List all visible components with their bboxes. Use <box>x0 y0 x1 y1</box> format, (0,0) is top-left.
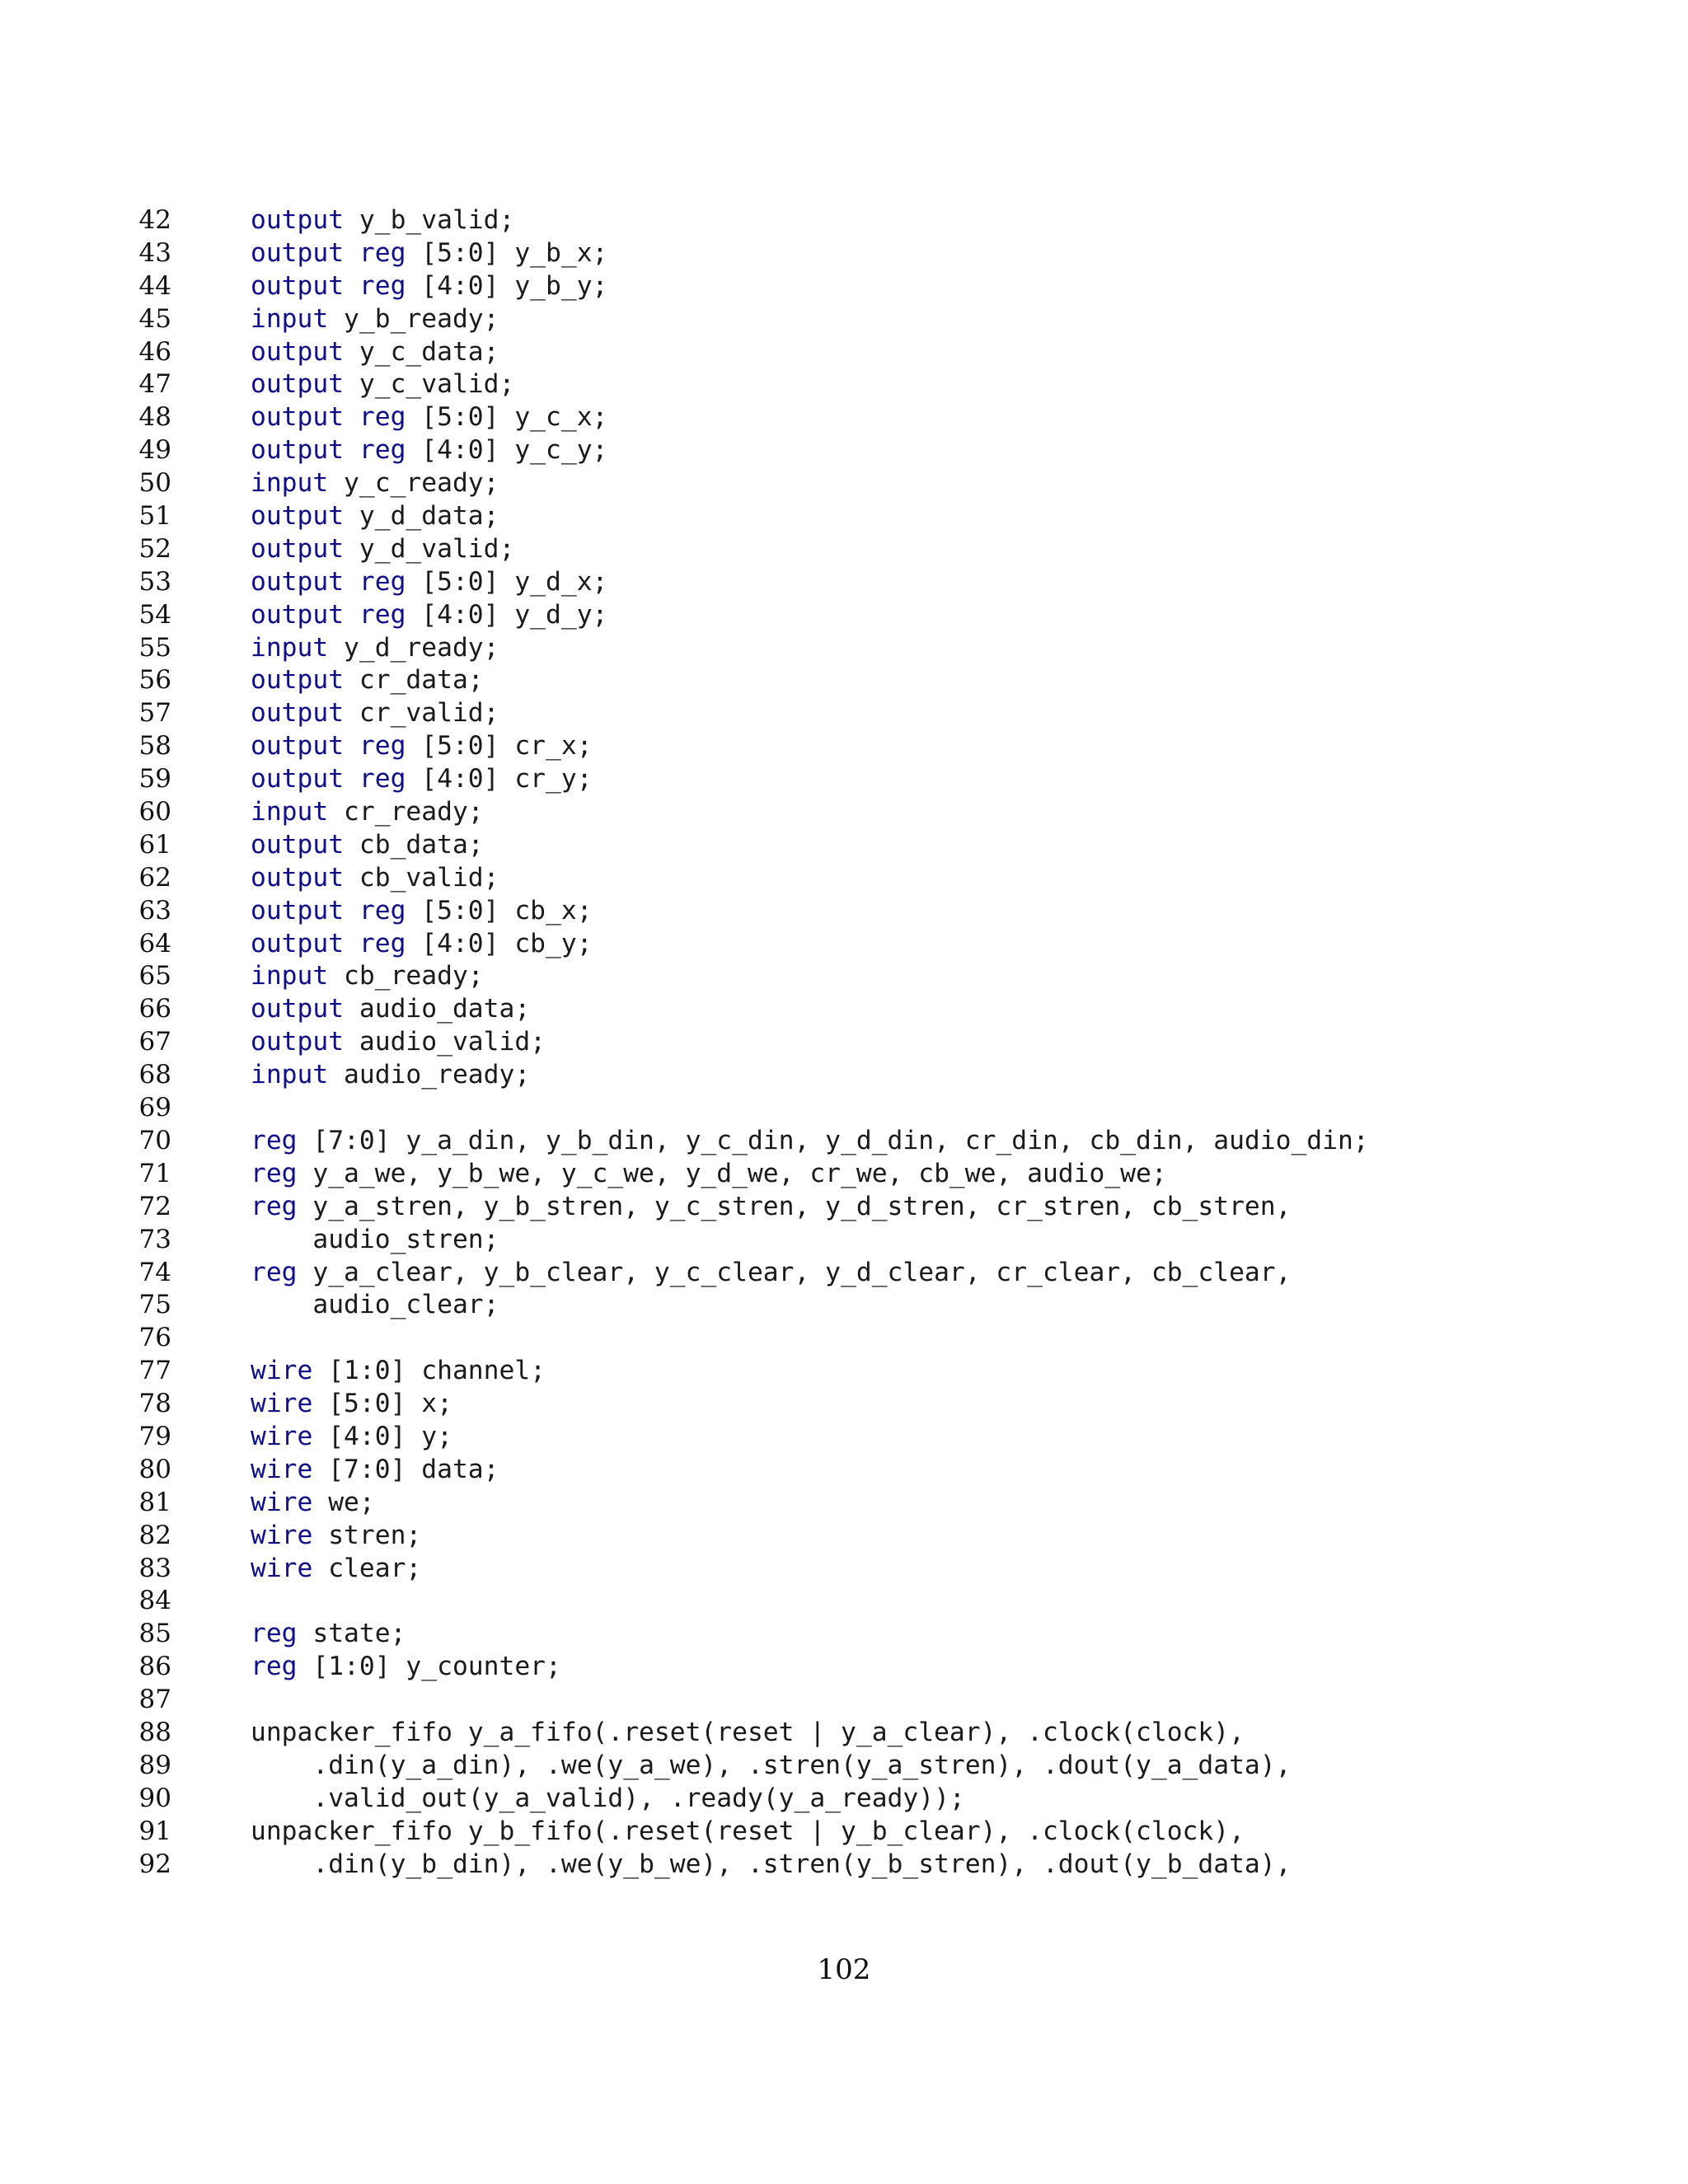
code-indent <box>251 1750 312 1780</box>
code-line <box>0 1355 1688 1388</box>
code-text <box>251 697 499 730</box>
code-indent <box>251 1290 312 1319</box>
code-text <box>251 1355 546 1388</box>
code-keyword: output <box>251 369 345 400</box>
code-line <box>0 1026 1688 1059</box>
code-line <box>0 1158 1688 1191</box>
code-text <box>251 829 484 862</box>
code-keyword: output <box>251 533 345 564</box>
code-keyword: reg <box>251 1652 298 1682</box>
code-text <box>251 1849 1291 1882</box>
code-content: [4:0] cb_y; <box>406 928 593 958</box>
code-content: audio_clear; <box>312 1290 499 1320</box>
code-line <box>0 763 1688 796</box>
code-keyword: output reg <box>251 435 406 466</box>
code-keyword: wire <box>251 1421 313 1451</box>
code-line <box>0 1520 1688 1553</box>
code-line <box>0 533 1688 566</box>
code-line <box>0 1257 1688 1290</box>
code-text <box>251 1618 406 1651</box>
line-number: 54 <box>138 599 171 630</box>
code-text <box>251 1750 1291 1783</box>
code-text <box>251 467 499 500</box>
line-number: 42 <box>138 205 171 235</box>
line-number: 63 <box>138 895 171 926</box>
line-number: 88 <box>138 1717 171 1747</box>
code-text <box>251 1388 452 1421</box>
code-line <box>0 862 1688 895</box>
code-line <box>0 895 1688 928</box>
code-keyword: output <box>251 829 345 860</box>
line-number: 67 <box>138 1027 171 1057</box>
code-content: clear; <box>312 1553 422 1583</box>
code-keyword: output <box>251 994 345 1024</box>
code-line <box>0 336 1688 369</box>
code-keyword: output <box>251 698 345 729</box>
code-text <box>251 1454 499 1487</box>
code-line <box>0 467 1688 500</box>
code-keyword: output <box>251 336 345 367</box>
code-line <box>0 1750 1688 1783</box>
code-text <box>251 632 499 665</box>
line-number: 73 <box>138 1224 171 1254</box>
line-number: 79 <box>138 1421 171 1451</box>
code-text <box>251 730 593 763</box>
code-text <box>251 960 484 993</box>
line-number: 44 <box>138 270 171 301</box>
code-content: [7:0] y_a_din, y_b_din, y_c_din, y_d_din, cr_din, cb_din, audio_din; <box>297 1125 1369 1155</box>
code-text <box>251 401 607 434</box>
code-content: .din(y_a_din), .we(y_a_we), .stren(y_a_stren), .dout(y_a_data), <box>312 1750 1292 1780</box>
code-keyword: wire <box>251 1454 313 1484</box>
code-keyword: reg <box>251 1125 298 1155</box>
code-content: y_b_ready; <box>328 303 499 334</box>
code-keyword: output <box>251 1027 345 1057</box>
line-number: 90 <box>138 1783 171 1813</box>
code-keyword: output reg <box>251 764 406 794</box>
code-keyword: output reg <box>251 566 406 597</box>
code-listing <box>0 204 1688 1881</box>
code-content: cr_ready; <box>328 797 484 827</box>
code-keyword: input <box>251 303 329 334</box>
code-keyword: reg <box>251 1191 298 1221</box>
code-line <box>0 1224 1688 1257</box>
code-content: y_c_data; <box>344 336 499 367</box>
code-line <box>0 730 1688 763</box>
code-keyword: output reg <box>251 270 406 301</box>
code-keyword: wire <box>251 1520 313 1550</box>
code-content: unpacker_fifo y_b_fifo(.reset(reset | y_b_clear), .clock(clock), <box>251 1816 1245 1846</box>
code-text <box>251 1059 530 1092</box>
line-number: 82 <box>138 1520 171 1550</box>
code-text <box>251 796 484 829</box>
code-content: y_b_valid; <box>344 205 515 235</box>
code-line <box>0 1289 1688 1322</box>
line-number: 70 <box>138 1125 171 1155</box>
line-number: 69 <box>138 1093 171 1123</box>
code-keyword: output reg <box>251 895 406 926</box>
code-content: audio_valid; <box>344 1027 546 1057</box>
line-number: 78 <box>138 1389 171 1419</box>
code-text <box>251 1026 546 1059</box>
code-keyword: wire <box>251 1389 313 1419</box>
line-number: 66 <box>138 994 171 1024</box>
line-number: 56 <box>138 665 171 696</box>
code-line <box>0 1717 1688 1750</box>
code-keyword: reg <box>251 1619 298 1649</box>
code-line <box>0 993 1688 1026</box>
code-line <box>0 1125 1688 1158</box>
line-number: 64 <box>138 928 171 958</box>
code-text <box>251 599 607 632</box>
line-number: 51 <box>138 501 171 532</box>
code-line <box>0 1783 1688 1816</box>
code-text <box>251 368 514 401</box>
code-keyword: reg <box>251 1257 298 1287</box>
code-line <box>0 434 1688 467</box>
line-number: 48 <box>138 402 171 433</box>
code-line <box>0 1191 1688 1224</box>
code-line <box>0 599 1688 632</box>
code-line <box>0 401 1688 434</box>
line-number: 57 <box>138 698 171 729</box>
code-keyword: input <box>251 1060 329 1090</box>
code-text <box>251 303 499 336</box>
code-line <box>0 928 1688 961</box>
code-text <box>251 895 593 928</box>
code-text <box>251 1717 1245 1750</box>
code-text <box>251 500 499 533</box>
line-number: 49 <box>138 435 171 466</box>
code-content: cr_data; <box>344 665 484 696</box>
code-text <box>251 1520 421 1553</box>
code-text <box>251 993 530 1026</box>
code-keyword: wire <box>251 1487 313 1517</box>
line-number: 85 <box>138 1619 171 1649</box>
code-keyword: output reg <box>251 402 406 433</box>
code-keyword: input <box>251 961 329 991</box>
line-number: 53 <box>138 566 171 597</box>
code-text <box>251 566 607 599</box>
line-number: 76 <box>138 1323 171 1353</box>
code-text <box>251 1816 1245 1849</box>
code-content: y_d_valid; <box>344 533 515 564</box>
code-content: [7:0] data; <box>312 1454 499 1484</box>
code-content: y_c_valid; <box>344 369 515 400</box>
code-line <box>0 1092 1688 1125</box>
code-content: [4:0] y_c_y; <box>406 435 608 466</box>
code-content: y_a_we, y_b_we, y_c_we, y_d_we, cr_we, cb_we, audio_we; <box>297 1158 1167 1188</box>
code-line <box>0 1322 1688 1355</box>
code-content: [5:0] x; <box>312 1389 452 1419</box>
line-number: 86 <box>138 1652 171 1682</box>
code-line <box>0 303 1688 336</box>
code-line <box>0 796 1688 829</box>
code-line <box>0 1388 1688 1421</box>
line-number: 43 <box>138 237 171 268</box>
line-number: 61 <box>138 829 171 860</box>
line-number: 55 <box>138 632 171 663</box>
code-content: cb_valid; <box>344 862 499 893</box>
line-number: 45 <box>138 303 171 334</box>
code-text <box>251 1191 1291 1224</box>
code-content: [5:0] cb_x; <box>406 895 593 926</box>
code-line <box>0 1816 1688 1849</box>
code-content: [5:0] y_c_x; <box>406 402 608 433</box>
code-content: audio_data; <box>344 994 531 1024</box>
code-text <box>251 237 607 270</box>
code-keyword: wire <box>251 1356 313 1386</box>
code-text <box>251 1125 1369 1158</box>
line-number: 92 <box>138 1849 171 1879</box>
code-content: [1:0] y_counter; <box>297 1652 561 1682</box>
code-line <box>0 632 1688 665</box>
line-number: 75 <box>138 1290 171 1320</box>
line-number: 60 <box>138 797 171 827</box>
code-content: y_a_clear, y_b_clear, y_c_clear, y_d_clear, cr_clear, cb_clear, <box>297 1257 1292 1287</box>
code-content: audio_ready; <box>328 1060 531 1090</box>
line-number: 74 <box>138 1257 171 1287</box>
line-number: 83 <box>138 1553 171 1583</box>
code-text <box>251 664 484 697</box>
code-text <box>251 1421 452 1454</box>
code-text <box>251 1651 561 1684</box>
code-line <box>0 1651 1688 1684</box>
code-indent <box>251 1849 312 1879</box>
line-number: 80 <box>138 1454 171 1484</box>
code-keyword: output <box>251 501 345 532</box>
line-number: 62 <box>138 862 171 893</box>
line-number: 84 <box>138 1586 171 1616</box>
code-line <box>0 960 1688 993</box>
code-indent <box>251 1225 312 1254</box>
line-number: 91 <box>138 1816 171 1846</box>
code-line <box>0 1585 1688 1618</box>
code-content: cb_data; <box>344 829 484 860</box>
code-content: y_d_ready; <box>328 632 499 663</box>
code-text <box>251 1224 499 1257</box>
code-line <box>0 500 1688 533</box>
line-number: 65 <box>138 961 171 991</box>
code-content: audio_stren; <box>312 1224 499 1254</box>
code-text <box>251 1257 1291 1290</box>
code-content: [5:0] cr_x; <box>406 731 593 762</box>
code-line <box>0 664 1688 697</box>
line-number: 68 <box>138 1060 171 1090</box>
code-line <box>0 566 1688 599</box>
line-number: 46 <box>138 336 171 367</box>
code-keyword: output <box>251 205 345 235</box>
code-line <box>0 368 1688 401</box>
code-text <box>251 862 499 895</box>
code-keyword: wire <box>251 1553 313 1583</box>
code-line <box>0 1553 1688 1586</box>
code-content: stren; <box>312 1520 422 1550</box>
code-content: cb_ready; <box>328 961 484 991</box>
code-indent <box>251 1783 312 1813</box>
code-keyword: input <box>251 468 329 499</box>
line-number: 71 <box>138 1158 171 1188</box>
code-content: y_d_data; <box>344 501 499 532</box>
code-text <box>251 1487 375 1520</box>
line-number: 52 <box>138 533 171 564</box>
code-line <box>0 1618 1688 1651</box>
code-keyword: output <box>251 665 345 696</box>
code-content: state; <box>297 1619 406 1649</box>
code-text <box>251 1783 965 1816</box>
code-keyword: output reg <box>251 237 406 268</box>
line-number: 59 <box>138 764 171 794</box>
code-line <box>0 1059 1688 1092</box>
code-text <box>251 1553 421 1586</box>
code-line <box>0 270 1688 303</box>
code-text <box>251 763 593 796</box>
code-line <box>0 237 1688 270</box>
code-keyword: reg <box>251 1158 298 1188</box>
code-content: cr_valid; <box>344 698 499 729</box>
code-line <box>0 829 1688 862</box>
code-content: [5:0] y_b_x; <box>406 237 608 268</box>
code-content: y_c_ready; <box>328 468 499 499</box>
code-content: we; <box>312 1487 375 1517</box>
code-content: [4:0] cr_y; <box>406 764 593 794</box>
line-number: 89 <box>138 1750 171 1780</box>
code-line <box>0 1487 1688 1520</box>
code-text <box>251 434 607 467</box>
code-keyword: output reg <box>251 731 406 762</box>
code-content: [4:0] y_b_y; <box>406 270 608 301</box>
code-text <box>251 533 514 566</box>
code-text <box>251 204 514 237</box>
line-number: 87 <box>138 1685 171 1715</box>
code-content: unpacker_fifo y_a_fifo(.reset(reset | y_a_clear), .clock(clock), <box>251 1717 1245 1747</box>
code-text <box>251 1289 499 1322</box>
line-number: 58 <box>138 731 171 762</box>
code-content: [4:0] y; <box>312 1421 452 1451</box>
code-line <box>0 1684 1688 1717</box>
code-line <box>0 1421 1688 1454</box>
code-keyword: input <box>251 632 329 663</box>
line-number: 77 <box>138 1356 171 1386</box>
code-text <box>251 336 499 369</box>
line-number: 50 <box>138 468 171 499</box>
code-content: .din(y_b_din), .we(y_b_we), .stren(y_b_stren), .dout(y_b_data), <box>312 1849 1292 1879</box>
line-number: 72 <box>138 1191 171 1221</box>
code-content: .valid_out(y_a_valid), .ready(y_a_ready)); <box>312 1783 965 1813</box>
code-keyword: output reg <box>251 599 406 630</box>
code-line <box>0 1454 1688 1487</box>
code-line <box>0 1849 1688 1882</box>
code-text <box>251 1158 1167 1191</box>
code-line <box>0 204 1688 237</box>
code-keyword: output <box>251 862 345 893</box>
page-number: 102 <box>817 1953 871 1986</box>
code-content: [4:0] y_d_y; <box>406 599 608 630</box>
line-number: 81 <box>138 1487 171 1517</box>
code-text <box>251 270 607 303</box>
code-content: y_a_stren, y_b_stren, y_c_stren, y_d_stren, cr_stren, cb_stren, <box>297 1191 1292 1221</box>
code-content: [1:0] channel; <box>312 1356 546 1386</box>
code-line <box>0 697 1688 730</box>
code-keyword: input <box>251 797 329 827</box>
code-content: [5:0] y_d_x; <box>406 566 608 597</box>
code-keyword: output reg <box>251 928 406 958</box>
code-text <box>251 928 593 961</box>
line-number: 47 <box>138 369 171 400</box>
